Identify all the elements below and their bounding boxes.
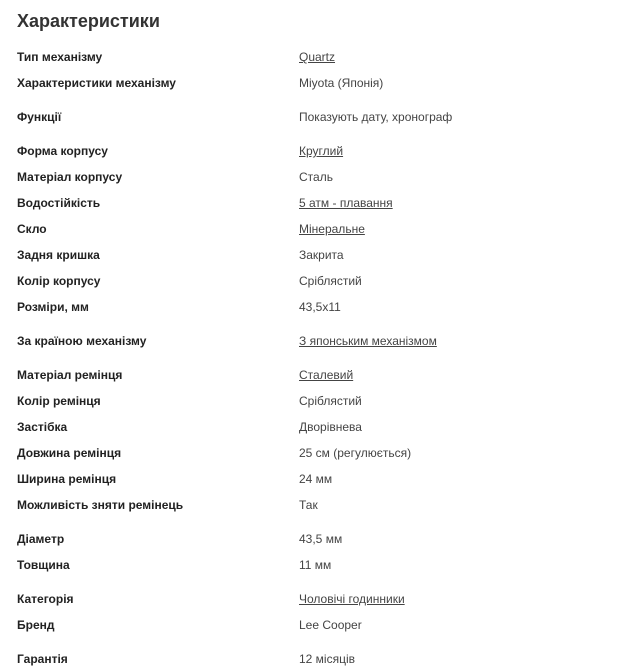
spec-label: Діаметр [17, 532, 65, 546]
spec-label: Тип механізму [17, 50, 103, 64]
spec-row-thickness [17, 555, 627, 575]
spec-label: Бренд [17, 618, 55, 632]
spec-row-case-color [17, 271, 627, 291]
spec-row-glass [17, 219, 627, 239]
spec-row-category [17, 589, 627, 609]
spec-value: 11 мм [299, 558, 332, 572]
spec-value: Закрита [299, 248, 344, 262]
spec-label: Водостійкість [17, 196, 101, 210]
spec-value-link[interactable]: Круглий [299, 144, 344, 158]
spec-row-strap-color [17, 391, 627, 411]
spec-value: 43,5x11 [299, 300, 341, 314]
spec-row-strap-width [17, 469, 627, 489]
spec-value-link[interactable]: Чоловічі годинники [299, 592, 405, 606]
spec-label: Колір ремінця [17, 394, 101, 408]
spec-label: Розміри, мм [17, 300, 89, 314]
spec-label: Форма корпусу [17, 144, 108, 158]
spec-label: Ширина ремінця [17, 472, 117, 486]
spec-row-mechanism-type [17, 47, 627, 67]
spec-label: Функції [17, 110, 62, 124]
spec-value: Сталь [299, 170, 333, 184]
spec-row-back-cover [17, 245, 627, 265]
spec-value-link[interactable]: 5 атм - плавання [299, 196, 393, 210]
spec-value: Показують дату, хронограф [299, 110, 453, 124]
spec-row-case-shape [17, 141, 627, 161]
spec-row-strap-material [17, 365, 627, 385]
spec-label: Матеріал ремінця [17, 368, 123, 382]
spec-value-link[interactable]: Quartz [299, 50, 336, 64]
spec-row-removable-strap [17, 495, 627, 515]
spec-label: Колір корпусу [17, 274, 101, 288]
spec-value: Дворівнева [299, 420, 362, 434]
spec-label: Матеріал корпусу [17, 170, 123, 184]
spec-row-clasp [17, 417, 627, 437]
spec-label: Гарантія [17, 652, 68, 666]
spec-row-warranty [17, 649, 627, 669]
spec-row-mechanism-details [17, 73, 627, 93]
spec-value: 12 місяців [299, 652, 356, 666]
spec-value: Lee Cooper [299, 618, 362, 632]
spec-label: Можливість зняти ремінець [17, 498, 184, 512]
spec-value-link[interactable]: Сталевий [299, 368, 354, 382]
spec-value: Miyota (Японія) [299, 76, 384, 90]
spec-label: За країною механізму [17, 334, 147, 348]
spec-row-diameter [17, 529, 627, 549]
spec-row-dimensions [17, 297, 627, 317]
spec-row-water-resistance [17, 193, 627, 213]
spec-label: Задня кришка [17, 248, 100, 262]
spec-row-functions [17, 107, 627, 127]
spec-value-link[interactable]: З японським механізмом [299, 334, 437, 348]
section-title: Характеристики [17, 11, 160, 31]
spec-label: Довжина ремінця [17, 446, 122, 460]
spec-label: Товщина [17, 558, 70, 572]
spec-row-mechanism-country [17, 331, 627, 351]
spec-value: 43,5 мм [299, 532, 343, 546]
spec-label: Категорія [17, 592, 74, 606]
spec-value: 25 см (регулюється) [299, 446, 412, 460]
spec-row-brand [17, 615, 627, 635]
spec-label: Застібка [17, 420, 68, 434]
spec-row-strap-length [17, 443, 627, 463]
spec-value: 24 мм [299, 472, 333, 486]
spec-label: Характеристики механізму [17, 76, 176, 90]
spec-value: Сріблястий [299, 394, 362, 408]
spec-row-case-material [17, 167, 627, 187]
spec-value: Так [299, 498, 318, 512]
spec-value: Сріблястий [299, 274, 362, 288]
spec-value-link[interactable]: Мінеральне [299, 222, 365, 236]
spec-label: Скло [17, 222, 47, 236]
